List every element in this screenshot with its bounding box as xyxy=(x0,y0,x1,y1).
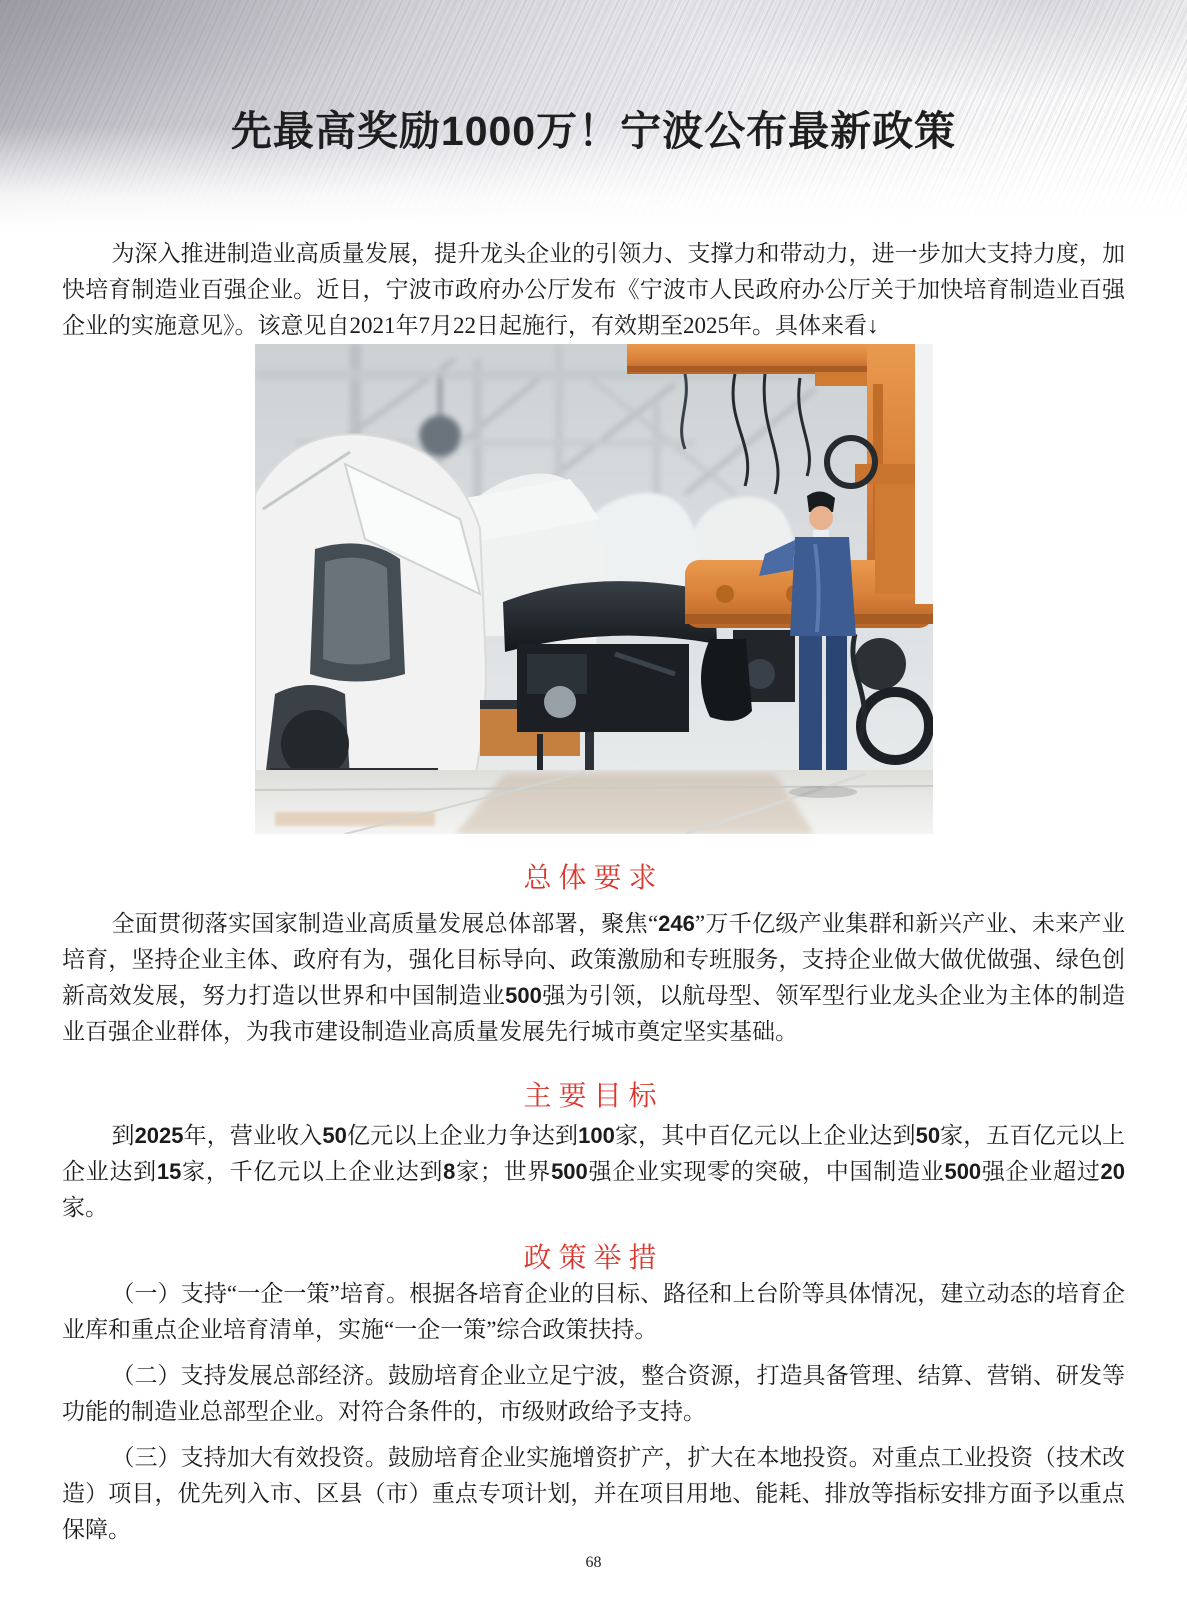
section-heading: 总体要求 xyxy=(523,863,664,894)
paragraph: （三）支持加大有效投资。鼓励培育企业实施增资扩产，扩大在本地投资。对重点工业投资（技术改造）项目，优先列入市、区县（市）重点专项计划，并在项目用地、能耗、排放等指标安排方面予以重点保障。 xyxy=(62,1445,1125,1542)
article-sections xyxy=(62,862,1125,1548)
section-3 xyxy=(62,1242,1125,1548)
paragraph: （二）支持发展总部经济。鼓励培育企业立足宁波，整合资源，打造具备管理、结算、营销、研发等功能的制造业总部型企业。对符合条件的，市级财政给予支持。 xyxy=(62,1363,1125,1424)
paragraph: 全面贯彻落实国家制造业高质量发展总体部署，聚焦“246”万千亿级产业集群和新兴产业、未来产业培育，坚持企业主体、政府有为，强化目标导向、政策激励和专班服务，支持企业做大做优做强、绿色创新高效发展，努力打造以世界和中国制造业500强为引领，以航母型、领军型行业龙头企业为主体的制造业百强企业群体，为我市建设制造业高质量发展先行城市奠定坚实基础。 xyxy=(62,911,1126,1044)
header-banner xyxy=(0,0,1187,228)
car-factory-assembly-line-photo xyxy=(255,344,933,834)
page-title: 先最高奖励1000万！宁波公布最新政策 xyxy=(230,108,957,154)
section-2 xyxy=(62,1080,1125,1226)
paragraph: 到2025年，营业收入50亿元以上企业力争达到100家，其中百亿元以上企业达到50家，五百亿元以上企业达到15家，千亿元以上企业达到8家；世界500强企业实现零的突破，中国制造业500强企业超过20家。 xyxy=(62,1123,1126,1220)
paragraph: （一）支持“一企一策”培育。根据各培育企业的目标、路径和上台阶等具体情况，建立动态的培育企业库和重点企业培育清单，实施“一企一策”综合政策扶持。 xyxy=(62,1281,1125,1342)
factory-floor xyxy=(255,770,933,834)
page-number: 68 xyxy=(585,1554,602,1571)
section-1 xyxy=(62,862,1125,1050)
section-heading: 政策举措 xyxy=(523,1243,664,1274)
section-heading: 主要目标 xyxy=(523,1081,664,1112)
intro-paragraph: 为深入推进制造业高质量发展，提升龙头企业的引领力、支撑力和带动力，进一步加大支持力度，加快培育制造业百强企业。近日，宁波市政府办公厅发布《宁波市人民政府办公厅关于加快培育制造业百强企业的实施意见》。该意见自2021年7月22日起施行，有效期至2025年。具体来看↓ xyxy=(62,241,1125,338)
